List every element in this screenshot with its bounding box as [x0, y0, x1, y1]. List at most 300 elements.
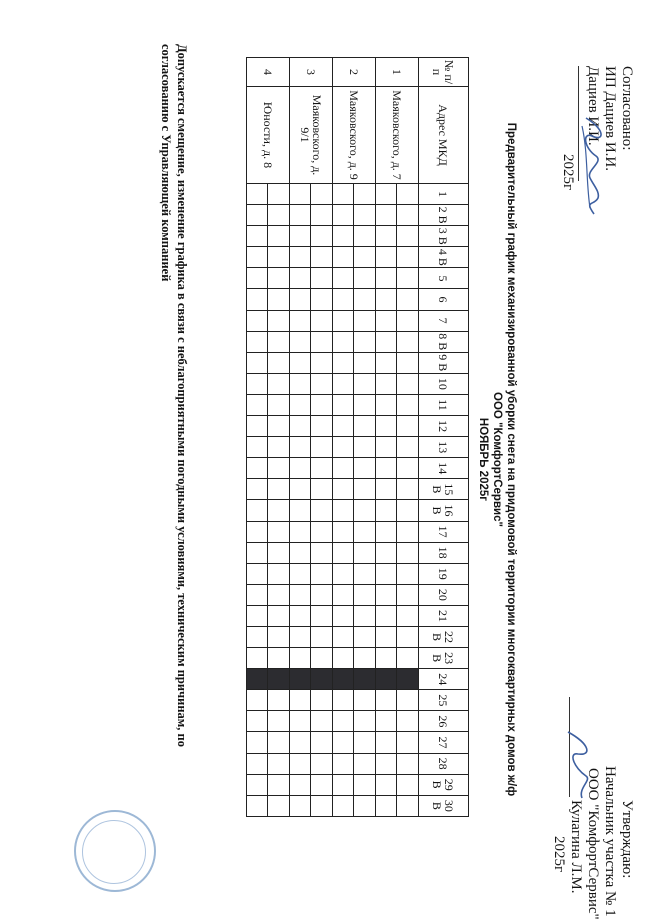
day-cell	[354, 753, 376, 774]
header-day-21: 21	[419, 605, 469, 626]
document-title: Предварительный график механизированной уборки снега на придомовой территории многоквартирных домов ж/ф	[505, 122, 517, 797]
document-organization: ООО "КомфортСервис"	[491, 392, 503, 527]
day-cell	[354, 732, 376, 753]
day-cell	[311, 247, 333, 268]
day-cell	[397, 205, 419, 226]
day-cell	[333, 226, 355, 247]
header-day-18: 18	[419, 542, 469, 563]
day-cell	[333, 584, 355, 605]
day-cell	[311, 373, 333, 394]
organization-stamp	[74, 810, 156, 892]
scheduled-day-cell	[376, 669, 398, 690]
signature-right	[558, 724, 598, 804]
header-day-25: 25	[419, 690, 469, 711]
footnote-line-1: Допускается смещение, изменение графика в связи с неблагоприятными погодными условиями, техническим причинам, по	[175, 44, 189, 747]
day-cell	[268, 795, 290, 816]
approved-by-organization: ИП Дациев И.И.	[602, 66, 618, 172]
row-number: 1	[376, 58, 419, 87]
day-cell	[376, 268, 398, 289]
header-day-22: 22 В	[419, 626, 469, 647]
day-cell	[333, 437, 355, 458]
day-cell	[290, 521, 312, 542]
day-cell	[376, 373, 398, 394]
day-cell	[268, 605, 290, 626]
day-cell	[247, 500, 269, 521]
day-cell	[268, 205, 290, 226]
day-cell	[311, 500, 333, 521]
day-cell	[290, 584, 312, 605]
header-day-3: 3 В	[419, 226, 469, 247]
day-cell	[333, 732, 355, 753]
day-cell	[354, 310, 376, 331]
day-cell	[311, 690, 333, 711]
header-address: Адрес МКД	[419, 87, 469, 184]
day-cell	[333, 626, 355, 647]
header-day-6: 6	[419, 289, 469, 310]
day-cell	[376, 289, 398, 310]
day-cell	[354, 711, 376, 732]
day-cell	[247, 268, 269, 289]
day-cell	[268, 331, 290, 352]
day-cell	[268, 648, 290, 669]
day-cell	[268, 394, 290, 415]
day-cell	[397, 416, 419, 437]
approval-label: Утверждаю:	[619, 800, 635, 879]
day-cell	[290, 648, 312, 669]
scheduled-day-cell	[268, 669, 290, 690]
header-day-28: 28	[419, 753, 469, 774]
header-day-20: 20	[419, 584, 469, 605]
day-cell	[397, 542, 419, 563]
day-cell	[290, 626, 312, 647]
day-cell	[311, 416, 333, 437]
day-cell	[247, 690, 269, 711]
day-cell	[268, 437, 290, 458]
header-day-26: 26	[419, 711, 469, 732]
day-cell	[397, 584, 419, 605]
header-day-4: 4 В	[419, 247, 469, 268]
header-day-9: 9 В	[419, 352, 469, 373]
day-cell	[247, 205, 269, 226]
scheduled-day-cell	[333, 669, 355, 690]
header-day-14: 14	[419, 458, 469, 479]
header-day-30: 30 В	[419, 795, 469, 816]
day-cell	[311, 542, 333, 563]
scheduled-day-cell	[290, 669, 312, 690]
day-cell	[376, 584, 398, 605]
day-cell	[333, 373, 355, 394]
day-cell	[354, 184, 376, 205]
day-cell	[290, 352, 312, 373]
header-day-15: 15 В	[419, 479, 469, 500]
day-cell	[268, 584, 290, 605]
day-cell	[397, 184, 419, 205]
day-cell	[311, 310, 333, 331]
header-day-19: 19	[419, 563, 469, 584]
footnote-line-2: согласованию с Управляющей компанией	[159, 44, 173, 282]
day-cell	[333, 711, 355, 732]
day-cell	[397, 331, 419, 352]
day-cell	[376, 521, 398, 542]
day-cell	[397, 605, 419, 626]
header-day-1: 1	[419, 184, 469, 205]
day-cell	[354, 416, 376, 437]
day-cell	[247, 310, 269, 331]
day-cell	[247, 394, 269, 415]
day-cell	[376, 690, 398, 711]
day-cell	[311, 563, 333, 584]
header-day-17: 17	[419, 521, 469, 542]
day-cell	[333, 268, 355, 289]
header-day-2: 2 В	[419, 205, 469, 226]
row-number: 2	[333, 58, 376, 87]
day-cell	[290, 711, 312, 732]
day-cell	[311, 458, 333, 479]
day-cell	[268, 458, 290, 479]
day-cell	[247, 753, 269, 774]
day-cell	[268, 416, 290, 437]
day-cell	[333, 795, 355, 816]
day-cell	[354, 648, 376, 669]
signature-left	[572, 112, 612, 222]
day-cell	[268, 268, 290, 289]
day-cell	[311, 331, 333, 352]
day-cell	[247, 458, 269, 479]
header-day-24: 24	[419, 669, 469, 690]
day-cell	[354, 458, 376, 479]
day-cell	[354, 563, 376, 584]
day-cell	[354, 352, 376, 373]
day-cell	[311, 205, 333, 226]
day-cell	[354, 479, 376, 500]
day-cell	[311, 795, 333, 816]
day-cell	[247, 247, 269, 268]
day-cell	[376, 184, 398, 205]
day-cell	[311, 521, 333, 542]
day-cell	[333, 648, 355, 669]
header-day-13: 13	[419, 437, 469, 458]
day-cell	[247, 774, 269, 795]
approved-by-label: Согласовано:	[619, 66, 635, 151]
day-cell	[290, 774, 312, 795]
day-cell	[397, 394, 419, 415]
header-day-5: 5	[419, 268, 469, 289]
day-cell	[397, 648, 419, 669]
day-cell	[376, 563, 398, 584]
day-cell	[311, 605, 333, 626]
day-cell	[311, 184, 333, 205]
day-cell	[333, 331, 355, 352]
table-row	[397, 58, 419, 817]
day-cell	[397, 247, 419, 268]
day-cell	[311, 268, 333, 289]
day-cell	[290, 458, 312, 479]
day-cell	[376, 394, 398, 415]
day-cell	[268, 289, 290, 310]
day-cell	[397, 479, 419, 500]
day-cell	[397, 521, 419, 542]
day-cell	[290, 394, 312, 415]
day-cell	[333, 774, 355, 795]
day-cell	[311, 774, 333, 795]
day-cell	[247, 331, 269, 352]
day-cell	[290, 437, 312, 458]
day-cell	[290, 416, 312, 437]
day-cell	[268, 626, 290, 647]
day-cell	[290, 247, 312, 268]
day-cell	[376, 500, 398, 521]
row-address: Маяковского, д. 7	[376, 87, 419, 184]
day-cell	[333, 184, 355, 205]
day-cell	[376, 711, 398, 732]
header-num: № п/п	[419, 58, 469, 87]
day-cell	[247, 373, 269, 394]
day-cell	[311, 732, 333, 753]
day-cell	[247, 289, 269, 310]
day-cell	[311, 437, 333, 458]
day-cell	[397, 563, 419, 584]
day-cell	[354, 521, 376, 542]
approver-name: Кулагина Л.М.	[568, 800, 584, 894]
day-cell	[333, 310, 355, 331]
day-cell	[354, 205, 376, 226]
day-cell	[311, 648, 333, 669]
table-row	[311, 58, 333, 817]
day-cell	[376, 542, 398, 563]
approver-organization: ООО "КомфортСервис"	[585, 768, 601, 920]
day-cell	[247, 352, 269, 373]
table-row	[268, 58, 290, 817]
day-cell	[354, 500, 376, 521]
day-cell	[290, 310, 312, 331]
header-day-8: 8 В	[419, 331, 469, 352]
day-cell	[333, 352, 355, 373]
day-cell	[376, 226, 398, 247]
day-cell	[376, 310, 398, 331]
header-day-23: 23 В	[419, 648, 469, 669]
day-cell	[268, 500, 290, 521]
row-number: 4	[247, 58, 290, 87]
day-cell	[268, 521, 290, 542]
day-cell	[290, 732, 312, 753]
day-cell	[268, 563, 290, 584]
day-cell	[247, 605, 269, 626]
day-cell	[333, 247, 355, 268]
row-number: 3	[290, 58, 333, 87]
day-cell	[397, 226, 419, 247]
day-cell	[397, 373, 419, 394]
day-cell	[376, 352, 398, 373]
day-cell	[354, 226, 376, 247]
day-cell	[376, 479, 398, 500]
day-cell	[333, 394, 355, 415]
day-cell	[333, 500, 355, 521]
day-cell	[247, 626, 269, 647]
document-month: НОЯБРЬ 2025г	[477, 417, 489, 502]
day-cell	[333, 563, 355, 584]
day-cell	[376, 605, 398, 626]
schedule-table	[246, 57, 469, 817]
day-cell	[333, 479, 355, 500]
row-address: Маяковского, д. 9	[333, 87, 376, 184]
day-cell	[397, 437, 419, 458]
day-cell	[397, 310, 419, 331]
day-cell	[311, 753, 333, 774]
day-cell	[290, 205, 312, 226]
day-cell	[268, 753, 290, 774]
table-row	[354, 58, 376, 817]
header-day-12: 12	[419, 416, 469, 437]
approver-position: Начальник участка № 1	[602, 766, 618, 917]
header-day-27: 27	[419, 732, 469, 753]
day-cell	[354, 774, 376, 795]
day-cell	[333, 753, 355, 774]
day-cell	[247, 226, 269, 247]
day-cell	[268, 310, 290, 331]
day-cell	[268, 711, 290, 732]
day-cell	[354, 289, 376, 310]
day-cell	[376, 626, 398, 647]
day-cell	[247, 711, 269, 732]
day-cell	[397, 352, 419, 373]
day-cell	[290, 331, 312, 352]
day-cell	[376, 205, 398, 226]
day-cell	[397, 289, 419, 310]
day-cell	[268, 690, 290, 711]
day-cell	[354, 584, 376, 605]
day-cell	[247, 479, 269, 500]
day-cell	[376, 331, 398, 352]
day-cell	[268, 542, 290, 563]
day-cell	[354, 437, 376, 458]
day-cell	[247, 563, 269, 584]
header-day-7: 7	[419, 310, 469, 331]
day-cell	[290, 542, 312, 563]
day-cell	[333, 458, 355, 479]
day-cell	[247, 437, 269, 458]
day-cell	[290, 690, 312, 711]
day-cell	[376, 753, 398, 774]
day-cell	[268, 774, 290, 795]
day-cell	[247, 795, 269, 816]
day-cell	[290, 184, 312, 205]
day-cell	[376, 774, 398, 795]
day-cell	[376, 732, 398, 753]
day-cell	[311, 711, 333, 732]
day-cell	[290, 479, 312, 500]
day-cell	[247, 732, 269, 753]
day-cell	[397, 753, 419, 774]
day-cell	[333, 605, 355, 626]
day-cell	[397, 795, 419, 816]
day-cell	[333, 205, 355, 226]
day-cell	[247, 521, 269, 542]
day-cell	[376, 247, 398, 268]
day-cell	[376, 458, 398, 479]
day-cell	[354, 795, 376, 816]
scheduled-day-cell	[247, 669, 269, 690]
day-cell	[268, 247, 290, 268]
day-cell	[290, 795, 312, 816]
day-cell	[333, 542, 355, 563]
day-cell	[333, 416, 355, 437]
day-cell	[290, 226, 312, 247]
day-cell	[311, 394, 333, 415]
approved-by-name: Дациев И.И.	[585, 66, 601, 146]
header-day-16: 16 В	[419, 500, 469, 521]
day-cell	[268, 184, 290, 205]
day-cell	[354, 247, 376, 268]
day-cell	[268, 226, 290, 247]
day-cell	[311, 584, 333, 605]
approved-by-year: 2025г	[560, 154, 576, 191]
day-cell	[311, 352, 333, 373]
day-cell	[354, 331, 376, 352]
row-address: Юности, д. 8	[247, 87, 290, 184]
day-cell	[397, 500, 419, 521]
day-cell	[397, 690, 419, 711]
scheduled-day-cell	[311, 669, 333, 690]
day-cell	[354, 542, 376, 563]
day-cell	[290, 500, 312, 521]
day-cell	[397, 711, 419, 732]
day-cell	[376, 416, 398, 437]
day-cell	[354, 268, 376, 289]
day-cell	[376, 437, 398, 458]
day-cell	[247, 416, 269, 437]
day-cell	[333, 690, 355, 711]
day-cell	[397, 774, 419, 795]
day-cell	[376, 795, 398, 816]
day-cell	[354, 373, 376, 394]
day-cell	[247, 648, 269, 669]
day-cell	[397, 458, 419, 479]
day-cell	[268, 479, 290, 500]
day-cell	[311, 479, 333, 500]
day-cell	[290, 268, 312, 289]
day-cell	[311, 289, 333, 310]
day-cell	[354, 626, 376, 647]
day-cell	[290, 289, 312, 310]
header-day-29: 29 В	[419, 774, 469, 795]
scheduled-day-cell	[397, 669, 419, 690]
day-cell	[268, 373, 290, 394]
header-day-11: 11	[419, 394, 469, 415]
day-cell	[397, 732, 419, 753]
day-cell	[268, 352, 290, 373]
day-cell	[397, 626, 419, 647]
day-cell	[354, 394, 376, 415]
scheduled-day-cell	[354, 669, 376, 690]
day-cell	[354, 605, 376, 626]
day-cell	[247, 184, 269, 205]
day-cell	[290, 753, 312, 774]
day-cell	[247, 584, 269, 605]
day-cell	[333, 521, 355, 542]
header-day-10: 10	[419, 373, 469, 394]
approver-year: 2025г	[551, 836, 567, 873]
day-cell	[354, 690, 376, 711]
day-cell	[333, 289, 355, 310]
day-cell	[376, 648, 398, 669]
day-cell	[311, 626, 333, 647]
day-cell	[268, 732, 290, 753]
day-cell	[397, 268, 419, 289]
day-cell	[311, 226, 333, 247]
day-cell	[290, 605, 312, 626]
day-cell	[290, 563, 312, 584]
day-cell	[290, 373, 312, 394]
